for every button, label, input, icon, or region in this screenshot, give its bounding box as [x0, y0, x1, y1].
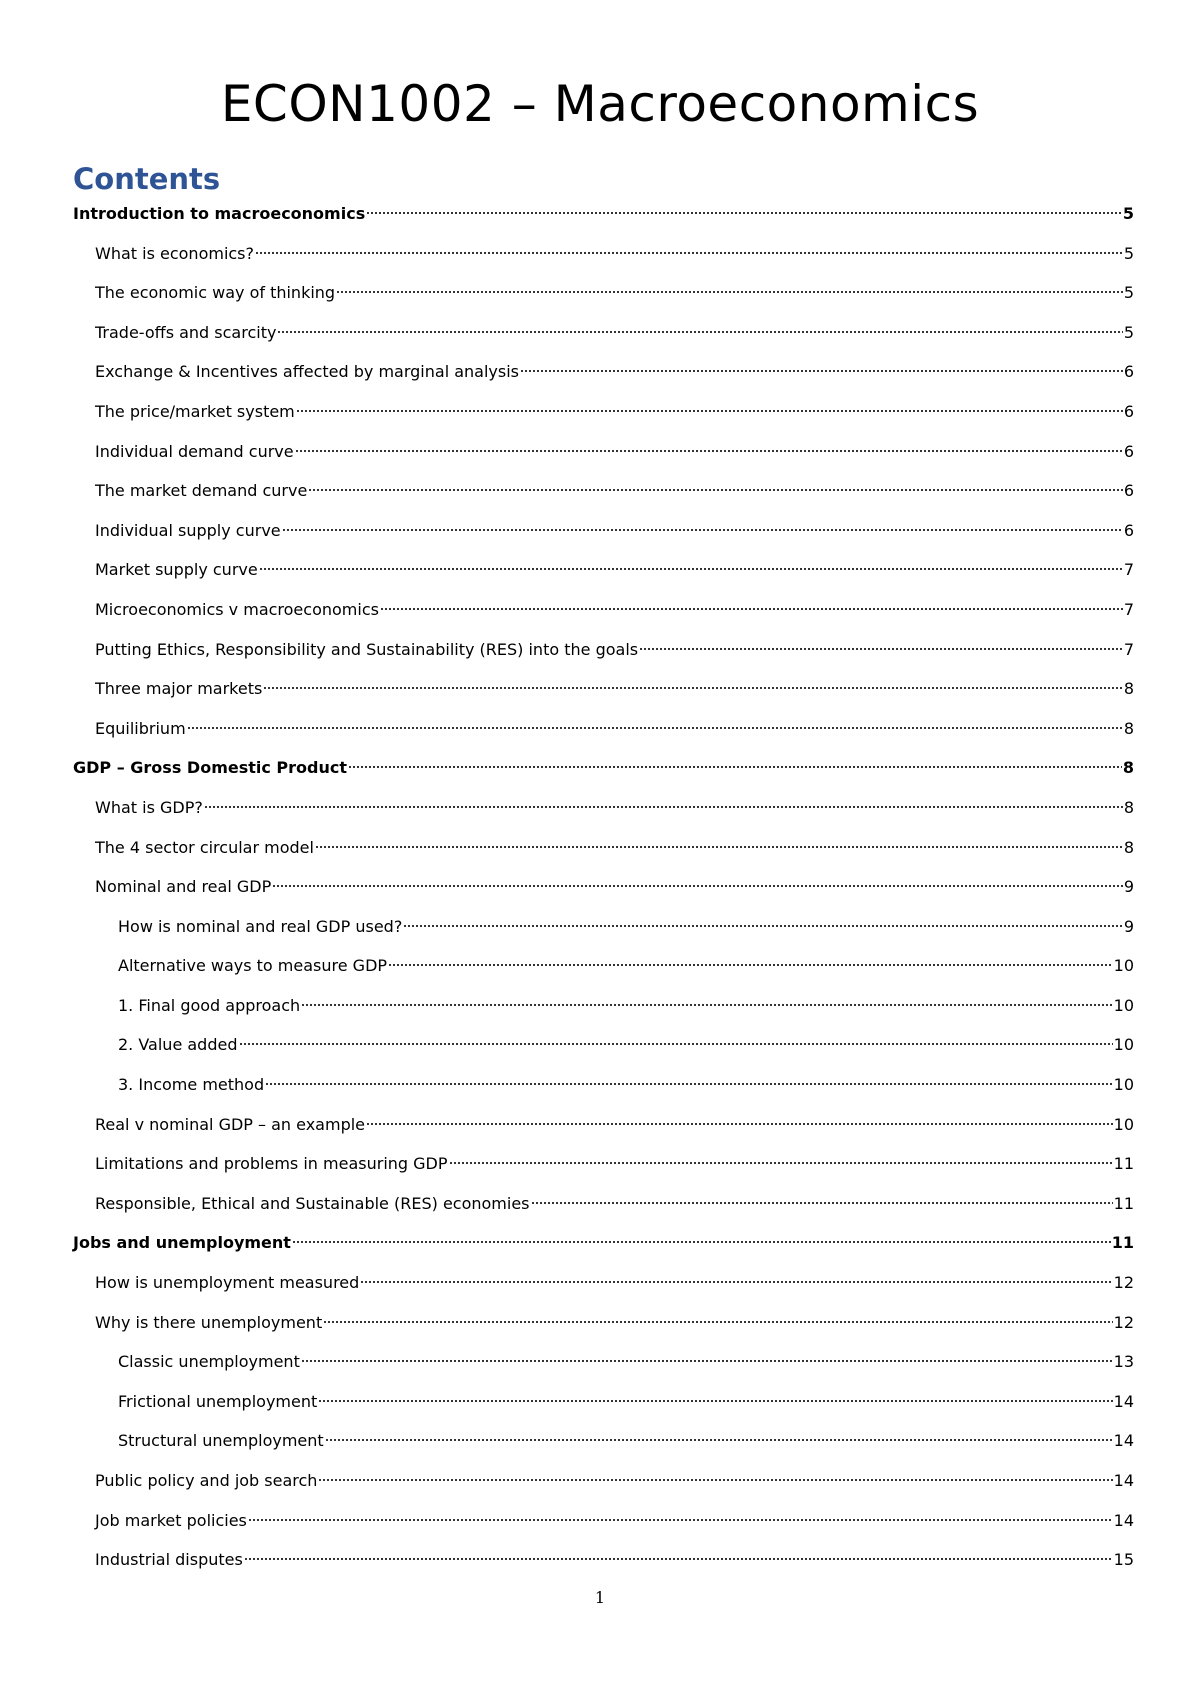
toc-entry-page-number: 11: [1111, 1233, 1134, 1253]
toc-entry-title: Why is there unemployment: [95, 1312, 323, 1332]
toc-dot-leader: [255, 251, 1123, 255]
toc-entry-page-number: 8: [1122, 758, 1134, 778]
toc-entry[interactable]: [73, 838, 1134, 878]
toc-entry[interactable]: [73, 442, 1134, 482]
toc-entry-title: Exchange & Incentives affected by marginal analysis: [95, 362, 520, 382]
toc-entry[interactable]: [73, 956, 1134, 996]
toc-entry[interactable]: [73, 1233, 1134, 1273]
toc-dot-leader: [248, 1518, 1113, 1522]
toc-entry-title: Industrial disputes: [95, 1550, 243, 1570]
toc-dot-leader: [263, 686, 1122, 690]
toc-entry-page-number: 12: [1113, 1273, 1134, 1293]
toc-entry-title: Individual demand curve: [95, 441, 294, 461]
toc-entry-title: The 4 sector circular model: [95, 837, 314, 857]
toc-entry[interactable]: [73, 402, 1134, 442]
toc-dot-leader: [348, 765, 1122, 769]
toc-entry-title: How is unemployment measured: [95, 1273, 360, 1293]
toc-entry-page-number: 10: [1113, 1035, 1134, 1055]
toc-dot-leader: [259, 567, 1123, 571]
toc-entry-title: Introduction to macroeconomics: [73, 204, 366, 223]
toc-dot-leader: [449, 1161, 1113, 1165]
toc-entry[interactable]: [73, 719, 1134, 759]
toc-dot-leader: [336, 290, 1123, 294]
toc-entry[interactable]: [73, 1194, 1134, 1234]
toc-entry-page-number: 10: [1113, 1075, 1134, 1095]
toc-entry-title: Responsible, Ethical and Sustainable (RES) economies: [95, 1193, 530, 1213]
toc-entry-page-number: 6: [1123, 441, 1134, 461]
toc-dot-leader: [239, 1042, 1113, 1046]
toc-entry-title: 2. Value added: [118, 1035, 238, 1055]
toc-entry[interactable]: [73, 1035, 1134, 1075]
toc-entry-page-number: 5: [1123, 243, 1134, 263]
toc-entry[interactable]: [73, 1352, 1134, 1392]
toc-entry-title: Microeconomics v macroeconomics: [95, 599, 379, 619]
toc-entry-title: Alternative ways to measure GDP: [118, 956, 388, 976]
toc-entry[interactable]: [73, 798, 1134, 838]
toc-dot-leader: [301, 1359, 1113, 1363]
toc-entry-page-number: 6: [1123, 481, 1134, 501]
toc-dot-leader: [366, 211, 1122, 215]
toc-dot-leader: [187, 726, 1123, 730]
toc-entry[interactable]: [73, 1313, 1134, 1353]
toc-entry-page-number: 8: [1123, 718, 1134, 738]
toc-entry-page-number: 14: [1113, 1431, 1134, 1451]
toc-entry-page-number: 14: [1113, 1391, 1134, 1411]
toc-entry[interactable]: [73, 481, 1134, 521]
toc-entry-title: Individual supply curve: [95, 520, 281, 540]
toc-dot-leader: [282, 528, 1123, 532]
toc-entry-page-number: 7: [1123, 599, 1134, 619]
toc-dot-leader: [277, 330, 1122, 334]
toc-entry-page-number: 14: [1113, 1510, 1134, 1530]
toc-dot-leader: [323, 1320, 1112, 1324]
toc-dot-leader: [308, 488, 1123, 492]
toc-entry-page-number: 10: [1113, 995, 1134, 1015]
toc-entry[interactable]: [73, 600, 1134, 640]
toc-entry-page-number: 10: [1113, 956, 1134, 976]
toc-dot-leader: [265, 1082, 1113, 1086]
toc-entry-title: Structural unemployment: [118, 1431, 324, 1451]
toc-entry-page-number: 11: [1113, 1193, 1134, 1213]
toc-entry-title: What is GDP?: [95, 797, 203, 817]
toc-entry[interactable]: [73, 1392, 1134, 1432]
toc-dot-leader: [531, 1201, 1113, 1205]
toc-entry-title: Frictional unemployment: [118, 1391, 318, 1411]
toc-entry-page-number: 10: [1113, 1114, 1134, 1134]
toc-entry-title: Equilibrium: [95, 718, 186, 738]
toc-entry-page-number: 8: [1123, 837, 1134, 857]
toc-entry[interactable]: [73, 560, 1134, 600]
toc-dot-leader: [292, 1240, 1111, 1244]
toc-dot-leader: [360, 1280, 1112, 1284]
toc-entry-page-number: 9: [1123, 916, 1134, 936]
toc-entry[interactable]: [73, 917, 1134, 957]
toc-entry-page-number: 14: [1113, 1471, 1134, 1490]
toc-entry[interactable]: [73, 996, 1134, 1036]
toc-entry-page-number: 13: [1113, 1352, 1134, 1372]
toc-entry[interactable]: [73, 283, 1134, 323]
toc-dot-leader: [204, 805, 1123, 809]
toc-entry-title: Putting Ethics, Responsibility and Sustainability (RES) into the goals: [95, 639, 639, 659]
toc-dot-leader: [639, 647, 1123, 651]
toc-entry[interactable]: [73, 1431, 1134, 1471]
toc-entry[interactable]: [73, 679, 1134, 719]
toc-entry-title: Nominal and real GDP: [95, 877, 272, 897]
toc-dot-leader: [296, 409, 1123, 413]
toc-entry-title: Trade-offs and scarcity: [95, 322, 277, 342]
toc-entry-title: Real v nominal GDP – an example: [95, 1114, 366, 1134]
toc-entry[interactable]: [73, 1115, 1134, 1155]
toc-entry-page-number: 8: [1123, 679, 1134, 699]
toc-entry-page-number: 8: [1123, 797, 1134, 817]
toc-entry[interactable]: [73, 204, 1134, 244]
toc-dot-leader: [318, 1478, 1112, 1482]
toc-dot-leader: [315, 845, 1123, 849]
toc-entry-title: Job market policies: [95, 1510, 247, 1530]
toc-dot-leader: [272, 884, 1123, 888]
contents-heading: Contents: [73, 162, 221, 196]
toc-entry[interactable]: [73, 244, 1134, 284]
toc-entry[interactable]: [73, 1075, 1134, 1115]
page-number: 1: [594, 1588, 606, 1607]
toc-entry-title: Public policy and job search: [95, 1471, 318, 1490]
toc-dot-leader: [366, 1122, 1113, 1126]
toc-entry-title: What is economics?: [95, 243, 255, 263]
toc-entry-title: GDP – Gross Domestic Product: [73, 758, 348, 778]
toc-entry[interactable]: [73, 1471, 1134, 1511]
toc-entry-page-number: 6: [1123, 362, 1134, 382]
toc-entry-page-number: 5: [1123, 322, 1134, 342]
toc-dot-leader: [295, 449, 1123, 453]
toc-entry[interactable]: [73, 323, 1134, 363]
toc-entry-page-number: 6: [1123, 401, 1134, 421]
toc-entry-page-number: 11: [1113, 1154, 1134, 1174]
toc-dot-leader: [325, 1438, 1113, 1442]
toc-entry[interactable]: [73, 1273, 1134, 1313]
toc-entry-title: Classic unemployment: [118, 1352, 300, 1372]
toc-entry-page-number: 5: [1123, 283, 1134, 303]
toc-entry-title: The price/market system: [95, 401, 295, 421]
toc-entry[interactable]: [73, 877, 1134, 917]
toc-dot-leader: [318, 1399, 1112, 1403]
toc-entry-title: The market demand curve: [95, 481, 308, 501]
toc-entry-title: Limitations and problems in measuring GDP: [95, 1154, 448, 1174]
toc-entry[interactable]: [73, 1511, 1134, 1551]
toc-entry-page-number: 5: [1122, 204, 1134, 223]
toc-entry[interactable]: [73, 521, 1134, 561]
toc-entry[interactable]: [73, 1154, 1134, 1194]
toc-entry-page-number: 7: [1123, 639, 1134, 659]
toc-entry-page-number: 9: [1123, 877, 1134, 897]
toc-dot-leader: [380, 607, 1123, 611]
toc-entry[interactable]: [73, 1550, 1134, 1590]
toc-dot-leader: [403, 924, 1123, 928]
toc-entry-title: Market supply curve: [95, 560, 258, 580]
toc-entry-title: 1. Final good approach: [118, 995, 301, 1015]
toc-entry-title: 3. Income method: [118, 1075, 265, 1095]
toc-entry-title: The economic way of thinking: [95, 283, 336, 303]
toc-dot-leader: [520, 369, 1123, 373]
toc-dot-leader: [388, 963, 1113, 967]
toc-entry-title: How is nominal and real GDP used?: [118, 916, 403, 936]
toc-entry-page-number: 12: [1113, 1312, 1134, 1332]
toc-dot-leader: [301, 1003, 1112, 1007]
toc-entry-page-number: 7: [1123, 560, 1134, 580]
toc-dot-leader: [244, 1557, 1113, 1561]
toc-entry[interactable]: [73, 362, 1134, 402]
toc-entry-title: Jobs and unemployment: [73, 1233, 291, 1253]
toc-entry[interactable]: [73, 758, 1134, 798]
table-of-contents: [73, 204, 1134, 1590]
toc-entry-page-number: 6: [1123, 520, 1134, 540]
toc-entry[interactable]: [73, 640, 1134, 680]
toc-entry-title: Three major markets: [95, 679, 263, 699]
document-title: ECON1002 – Macroeconomics: [220, 75, 980, 133]
toc-entry-page-number: 15: [1113, 1550, 1134, 1570]
